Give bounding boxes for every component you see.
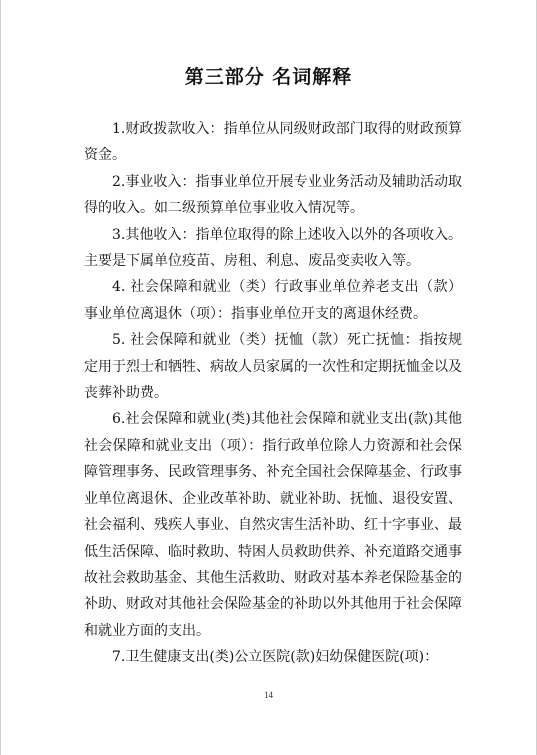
definition-paragraph-5: 5. 社会保障和就业（类）抚恤（款）死亡抚恤：指按规定用于烈士和牺牲、病故人员家属的一次性和定期抚恤金以及丧葬补助费。 <box>84 332 462 402</box>
definition-paragraph-6: 6.社会保障和就业(类)其他社会保障和就业支出(款)其他社会保障和就业支出（项）：指行政单位除人力资源和社会保障管理事务、民政管理事务、补充全国社会保障基金、行政事业单位离退休、企业改革补助、就业补助、抚恤、退役安置、社会福利、残疾人事业、自然灾害生活补助、红十字事业、最低生活保障、临时救助、特困人员救助供养、补充道路交通事故社会救助基金、其他生活救助、财政对基本养老保险基金的补助、财政对其他社会保险基金的补助以外其他用于社会保障和就业方面的支出。 <box>84 411 462 639</box>
definition-paragraph-2: 2.事业收入：指事业单位开展专业业务活动及辅助活动取得的收入。如二级预算单位事业收入情况等。 <box>84 173 462 217</box>
definition-paragraph-1: 1.财政拨款收入：指单位从同级财政部门取得的财政预算资金。 <box>84 121 462 164</box>
section-title: 第三部分 名词解释 <box>184 66 353 88</box>
definitions-list <box>84 116 462 671</box>
definition-paragraph-7: 7.卫生健康支出(类)公立医院(款)妇幼保健医院(项)： <box>112 649 439 666</box>
definition-paragraph-4: 4. 社会保障和就业（类）行政事业单位养老支出（款）事业单位离退休（项）：指事业单位开支的离退休经费。 <box>84 279 462 322</box>
page-number: 14 <box>264 690 273 700</box>
definition-paragraph-3: 3.其他收入：指单位取得的除上述收入以外的各项收入。主要是下属单位疫苗、房租、利息、废品变卖收入等。 <box>84 226 462 270</box>
